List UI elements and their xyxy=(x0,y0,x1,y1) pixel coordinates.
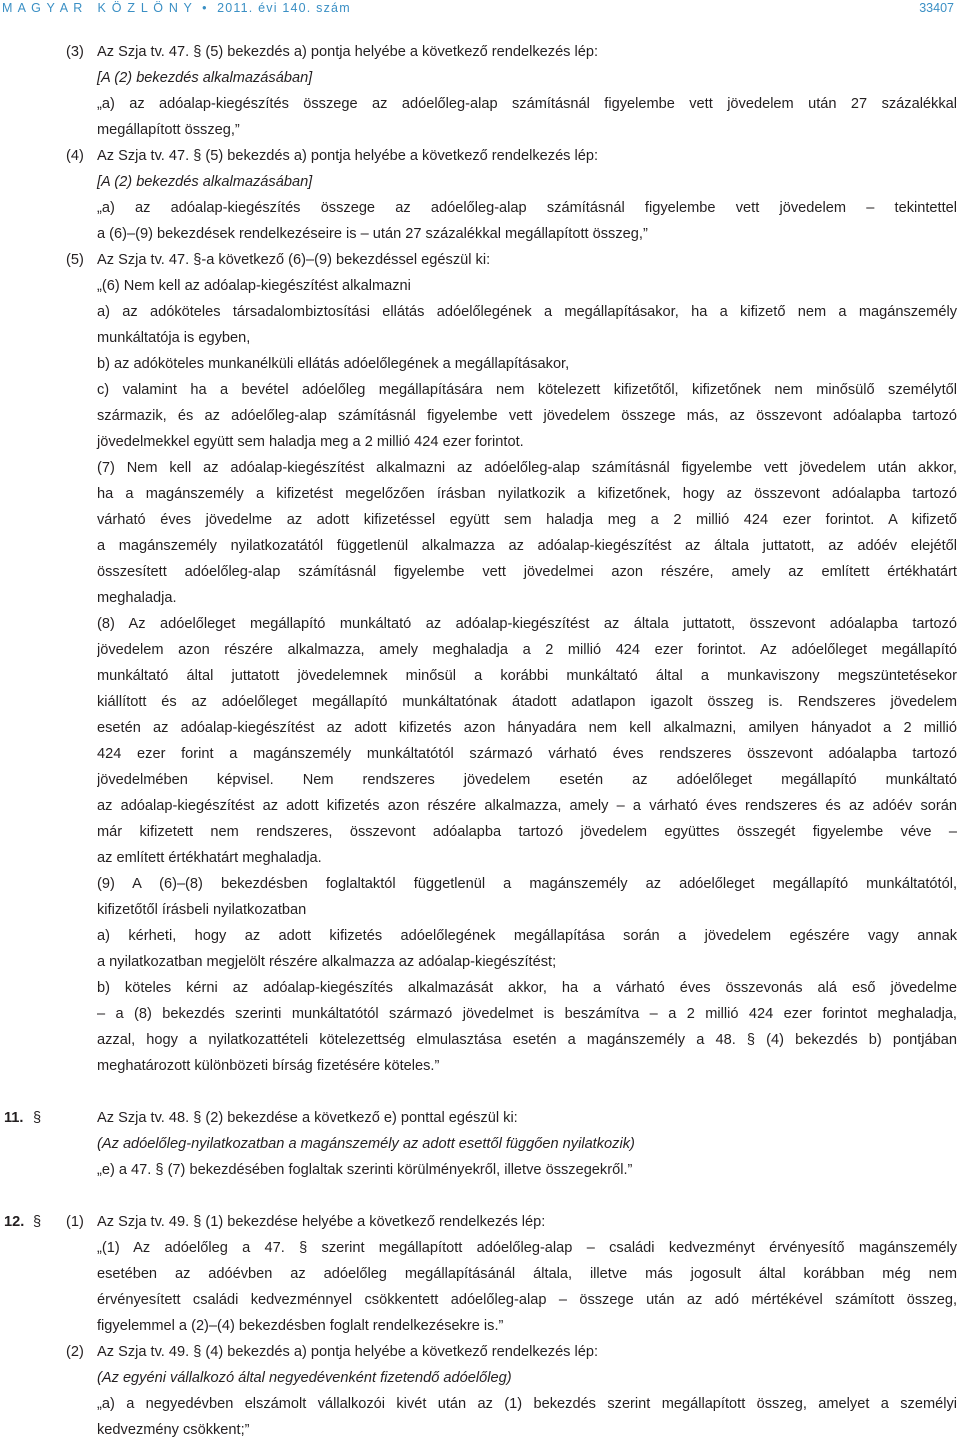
text-line: b) köteles kérni az adóalap-kiegészítés alkalmazását akkor, ha a várható éves összevonás alá eső jövedelme xyxy=(97,980,957,996)
context-line: [A (2) bekezdés alkalmazásában] xyxy=(97,70,313,86)
text-line: figyelemmel a (2)–(4) bekezdésben foglalt rendelkezésekre is.” xyxy=(97,1318,504,1334)
text-line: munkáltatója is egyben, xyxy=(97,330,251,346)
text-line: (7) Nem kell az adóalap-kiegészítést alkalmazni az adóelőleg-alap számításnál figyelembe vett jövedelem után akkor, xyxy=(97,460,957,476)
paragraph-number: (2) xyxy=(66,1344,84,1360)
section-mark: § xyxy=(33,1110,42,1126)
text-line: 424 ezer forint a magánszemély munkáltatótól származó várható éves rendszeres összevont adóalapba tartozó xyxy=(97,746,957,762)
text-line: jövedelem azon részére alkalmazza, amely meghaladja a 2 millió 424 ezer forintot. Az adóelőleget megállapító xyxy=(97,642,957,658)
paragraph-line: (5) Az Szja tv. 47. §-a következő (6)–(9) bekezdéssel egészül ki: xyxy=(0,247,960,273)
paragraph-number: (3) xyxy=(66,44,84,60)
context-line: (Az egyéni vállalkozó által negyedévenként fizetendő adóelőleg) xyxy=(97,1370,512,1386)
text-line: jövedelmében képvisel. Nem rendszeres jövedelem esetén az adóelőleget megállapító munkáltató xyxy=(97,772,957,788)
paragraph-line: (4) Az Szja tv. 47. § (5) bekezdés a) pontja helyébe a következő rendelkezés lép: xyxy=(0,143,960,169)
text-line: „(6) Nem kell az adóalap-kiegészítést alkalmazni xyxy=(97,278,411,294)
text-line: „e) a 47. § (7) bekezdésében foglaltak szerinti körülményekről, illetve összegekről.” xyxy=(97,1162,633,1178)
paragraph-number: (4) xyxy=(66,148,84,164)
text-line: a) az adóköteles társadalombiztosítási ellátás adóelőlegének a megállapításakor, ha a kifizető nem a magánszemély xyxy=(97,304,957,320)
section-mark: § xyxy=(33,1214,42,1230)
page-header xyxy=(0,0,960,22)
section-line: 12. § (1) Az Szja tv. 49. § (1) bekezdése helyébe a következő rendelkezés lép: xyxy=(0,1209,960,1235)
text-line: a nyilatkozatban megjelölt részére alkalmazza az adóalap-kiegészítést; xyxy=(97,954,557,970)
text-line: esetén az adóalap-kiegészítést az adott kifizetés azon hányadára nem kell alkalmazni, amilyen hányadot a 2 millió xyxy=(97,720,957,736)
text-line: (9) A (6)–(8) bekezdésben foglaltaktól függetlenül a magánszemély az adóelőleget megállapító munkáltatótól, xyxy=(97,876,957,892)
text-line: (8) Az adóelőleget megállapító munkáltató az adóalap-kiegészítést az általa juttatott, összevont adóalapba tartozó xyxy=(97,616,957,632)
paragraph-number: (1) xyxy=(66,1214,84,1230)
text-line: összesített adóelőleg-alap számításnál figyelembe vett jövedelmei azon részére, amely az említett értékhatárt xyxy=(97,564,957,580)
text-line: meghaladja. xyxy=(97,590,177,606)
text-line: a magánszemély nyilatkozatától függetlenül alkalmazza az adóalap-kiegészítést az általa juttatott, az adóév elejétől xyxy=(97,538,957,554)
text-line: már kifizetett nem rendszeres, összevont adóalapba tartozó jövedelem együttes összegét figyelembe véve – xyxy=(97,824,957,840)
text-line: b) az adóköteles munkanélküli ellátás adóelőlegének a megállapításakor, xyxy=(97,356,570,372)
page-number: 33407 xyxy=(919,1,954,15)
text-line: „(1) Az adóelőleg a 47. § szerint megállapított adóelőleg-alap – családi kedvezményt érvényesítő magánszemély xyxy=(97,1240,957,1256)
text-line: várható éves jövedelme az adott kifizetéssel együtt sem haladja meg a 2 millió 424 ezer forintot. A kifizető xyxy=(97,512,957,528)
text-line: esetében az adóévben az adóelőleg megállapításánál általa, illetve más jogosult által korábban még nem xyxy=(97,1266,957,1282)
text-line: ha a magánszemély a kifizetést megelőzően írásban nyilatkozik a kifizetőnek, hogy az összevont adóalapba tartozó xyxy=(97,486,957,502)
text-line: jövedelmekkel együtt sem haladja meg a 2 millió 424 ezer forintot. xyxy=(97,434,524,450)
text-line: „a) a negyedévben elszámolt vállalkozói kivét után az (1) bekezdés szerint megállapított összeg, amelyet a személyi xyxy=(97,1396,957,1412)
text-line: meghatározott különbözeti bírság fizetésére köteles.” xyxy=(97,1058,440,1074)
section-number: 11. xyxy=(4,1110,24,1126)
text-line: kiállított és az adóelőleget megállapító munkáltatónak átadott adatlapon igazolt összeg is. Rendszeres jövedelem xyxy=(97,694,957,710)
text-line: – a (8) bekezdés szerinti munkáltatótól származó jövedelmet is beszámítva – a 2 millió 424 ezer forintot meghaladja, xyxy=(97,1006,957,1022)
text-line: megállapított összeg,” xyxy=(97,122,240,138)
text-line: azzal, hogy a nyilatkozattételi kötelezettség elmulasztása esetén a magánszemély a 48. § (4) bekezdés b) pontjában xyxy=(97,1032,957,1048)
text-line: kedvezmény csökkent;” xyxy=(97,1422,250,1438)
paragraph-line: (2) Az Szja tv. 49. § (4) bekezdés a) pontja helyébe a következő rendelkezés lép: xyxy=(0,1339,960,1365)
text-line: a (6)–(9) bekezdések rendelkezéseire is – után 27 százalékkal megállapított összeg,” xyxy=(97,226,648,242)
text-line: „a) az adóalap-kiegészítés összege az adóelőleg-alap számításnál figyelembe vett jövedelem – tekintettel xyxy=(97,200,957,216)
section-line: 11. § Az Szja tv. 48. § (2) bekezdése a következő e) ponttal egészül ki: xyxy=(0,1105,960,1131)
text-line: az említett értékhatárt meghaladja. xyxy=(97,850,322,866)
section-number: 12. xyxy=(4,1214,25,1230)
text-line: a) kérheti, hogy az adott kifizetés adóelőlegének megállapítása során a jövedelem egészére vagy annak xyxy=(97,928,957,944)
document-body xyxy=(0,39,960,1443)
text-line: az adóalap-kiegészítést az adott kifizetés azon részére alkalmazza, amely – a várható éves rendszeres és az adóév során xyxy=(97,798,957,814)
text-line: „a) az adóalap-kiegészítés összege az adóelőleg-alap számításnál figyelembe vett jövedelem után 27 százalékkal xyxy=(97,96,957,112)
text-line: származik, és az adóelőleg-alap számításnál figyelembe vett jövedelem összege más, az összevont adóalapba tartozó xyxy=(97,408,957,424)
text-line: c) valamint ha a bevétel adóelőleg megállapítására nem kötelezett kifizetőtől, kifizetőnek nem minősülő személytől xyxy=(97,382,957,398)
context-line: [A (2) bekezdés alkalmazásában] xyxy=(97,174,313,190)
text-line: kifizetőtől írásbeli nyilatkozatban xyxy=(97,902,307,918)
paragraph-line: (3) Az Szja tv. 47. § (5) bekezdés a) pontja helyébe a következő rendelkezés lép: xyxy=(0,39,960,65)
journal-title: M A G Y A R K Ö Z L Ö N Y • 2011. évi 140. szám xyxy=(2,1,351,15)
text-line: érvényesített családi kedvezménnyel csökkentett adóelőleg-alap – összege után az adó mértékével számított összeg, xyxy=(97,1292,957,1308)
text-line: munkáltató által juttatott jövedelemnek minősül a korábbi munkáltató által a munkaviszony megszüntetésekor xyxy=(97,668,957,684)
paragraph-number: (5) xyxy=(66,252,84,268)
context-line: (Az adóelőleg-nyilatkozatban a magánszemély az adott esettől függően nyilatkozik) xyxy=(97,1136,635,1152)
